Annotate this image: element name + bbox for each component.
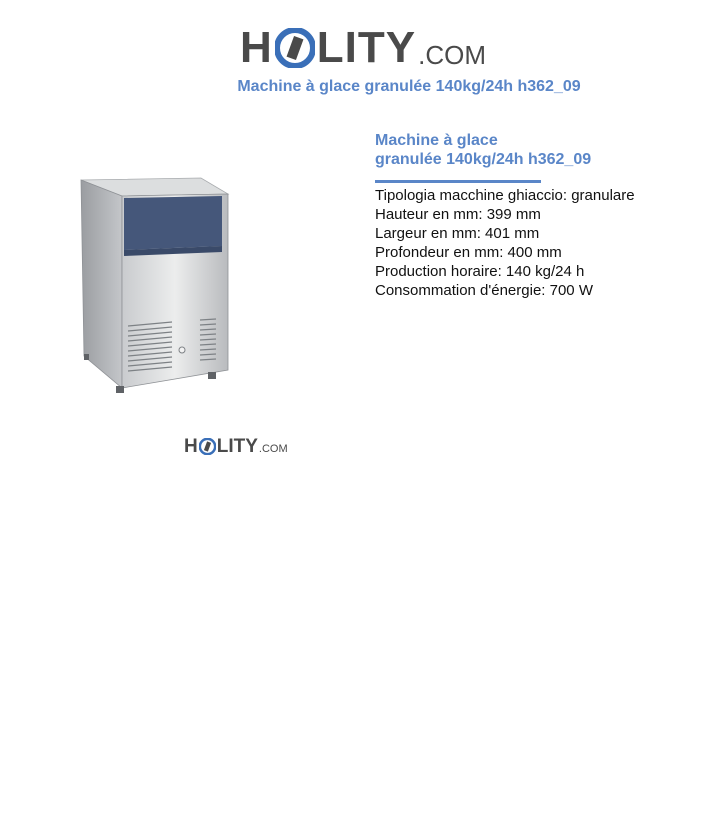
spec-depth: Profondeur en mm: 400 mm (375, 244, 562, 261)
spec-energy: Consommation d'énergie: 700 W (375, 282, 593, 299)
logo-o-icon (199, 438, 216, 455)
product-title-line1: Machine à glace (375, 132, 498, 149)
footer-brand-logo (184, 432, 288, 456)
spec-production: Production horaire: 140 kg/24 h (375, 263, 585, 280)
product-title (375, 131, 705, 169)
logo-domain: .COM (258, 443, 288, 455)
logo-o-icon (275, 28, 315, 68)
brand-logo[interactable] (240, 14, 490, 70)
logo-text: LITY (216, 436, 258, 457)
logo-domain: .COM (418, 40, 486, 70)
spec-list (375, 186, 705, 300)
spec-height: Hauteur en mm: 399 mm (375, 206, 541, 223)
spec-width: Largeur en mm: 401 mm (375, 225, 540, 242)
logo-letter-h: H (240, 23, 273, 72)
page-title: Machine à glace granulée 140kg/24h h362_09 (237, 78, 581, 95)
spec-ice-type: Tipologia macchine ghiaccio: granulare (375, 187, 635, 204)
title-divider (375, 180, 541, 183)
logo-letter-h: H (184, 436, 198, 457)
ice-machine-image (76, 170, 236, 400)
logo-text: LITY (316, 23, 417, 72)
product-title-line2: granulée 140kg/24h h362_09 (375, 151, 592, 168)
product-info-panel (375, 131, 705, 300)
